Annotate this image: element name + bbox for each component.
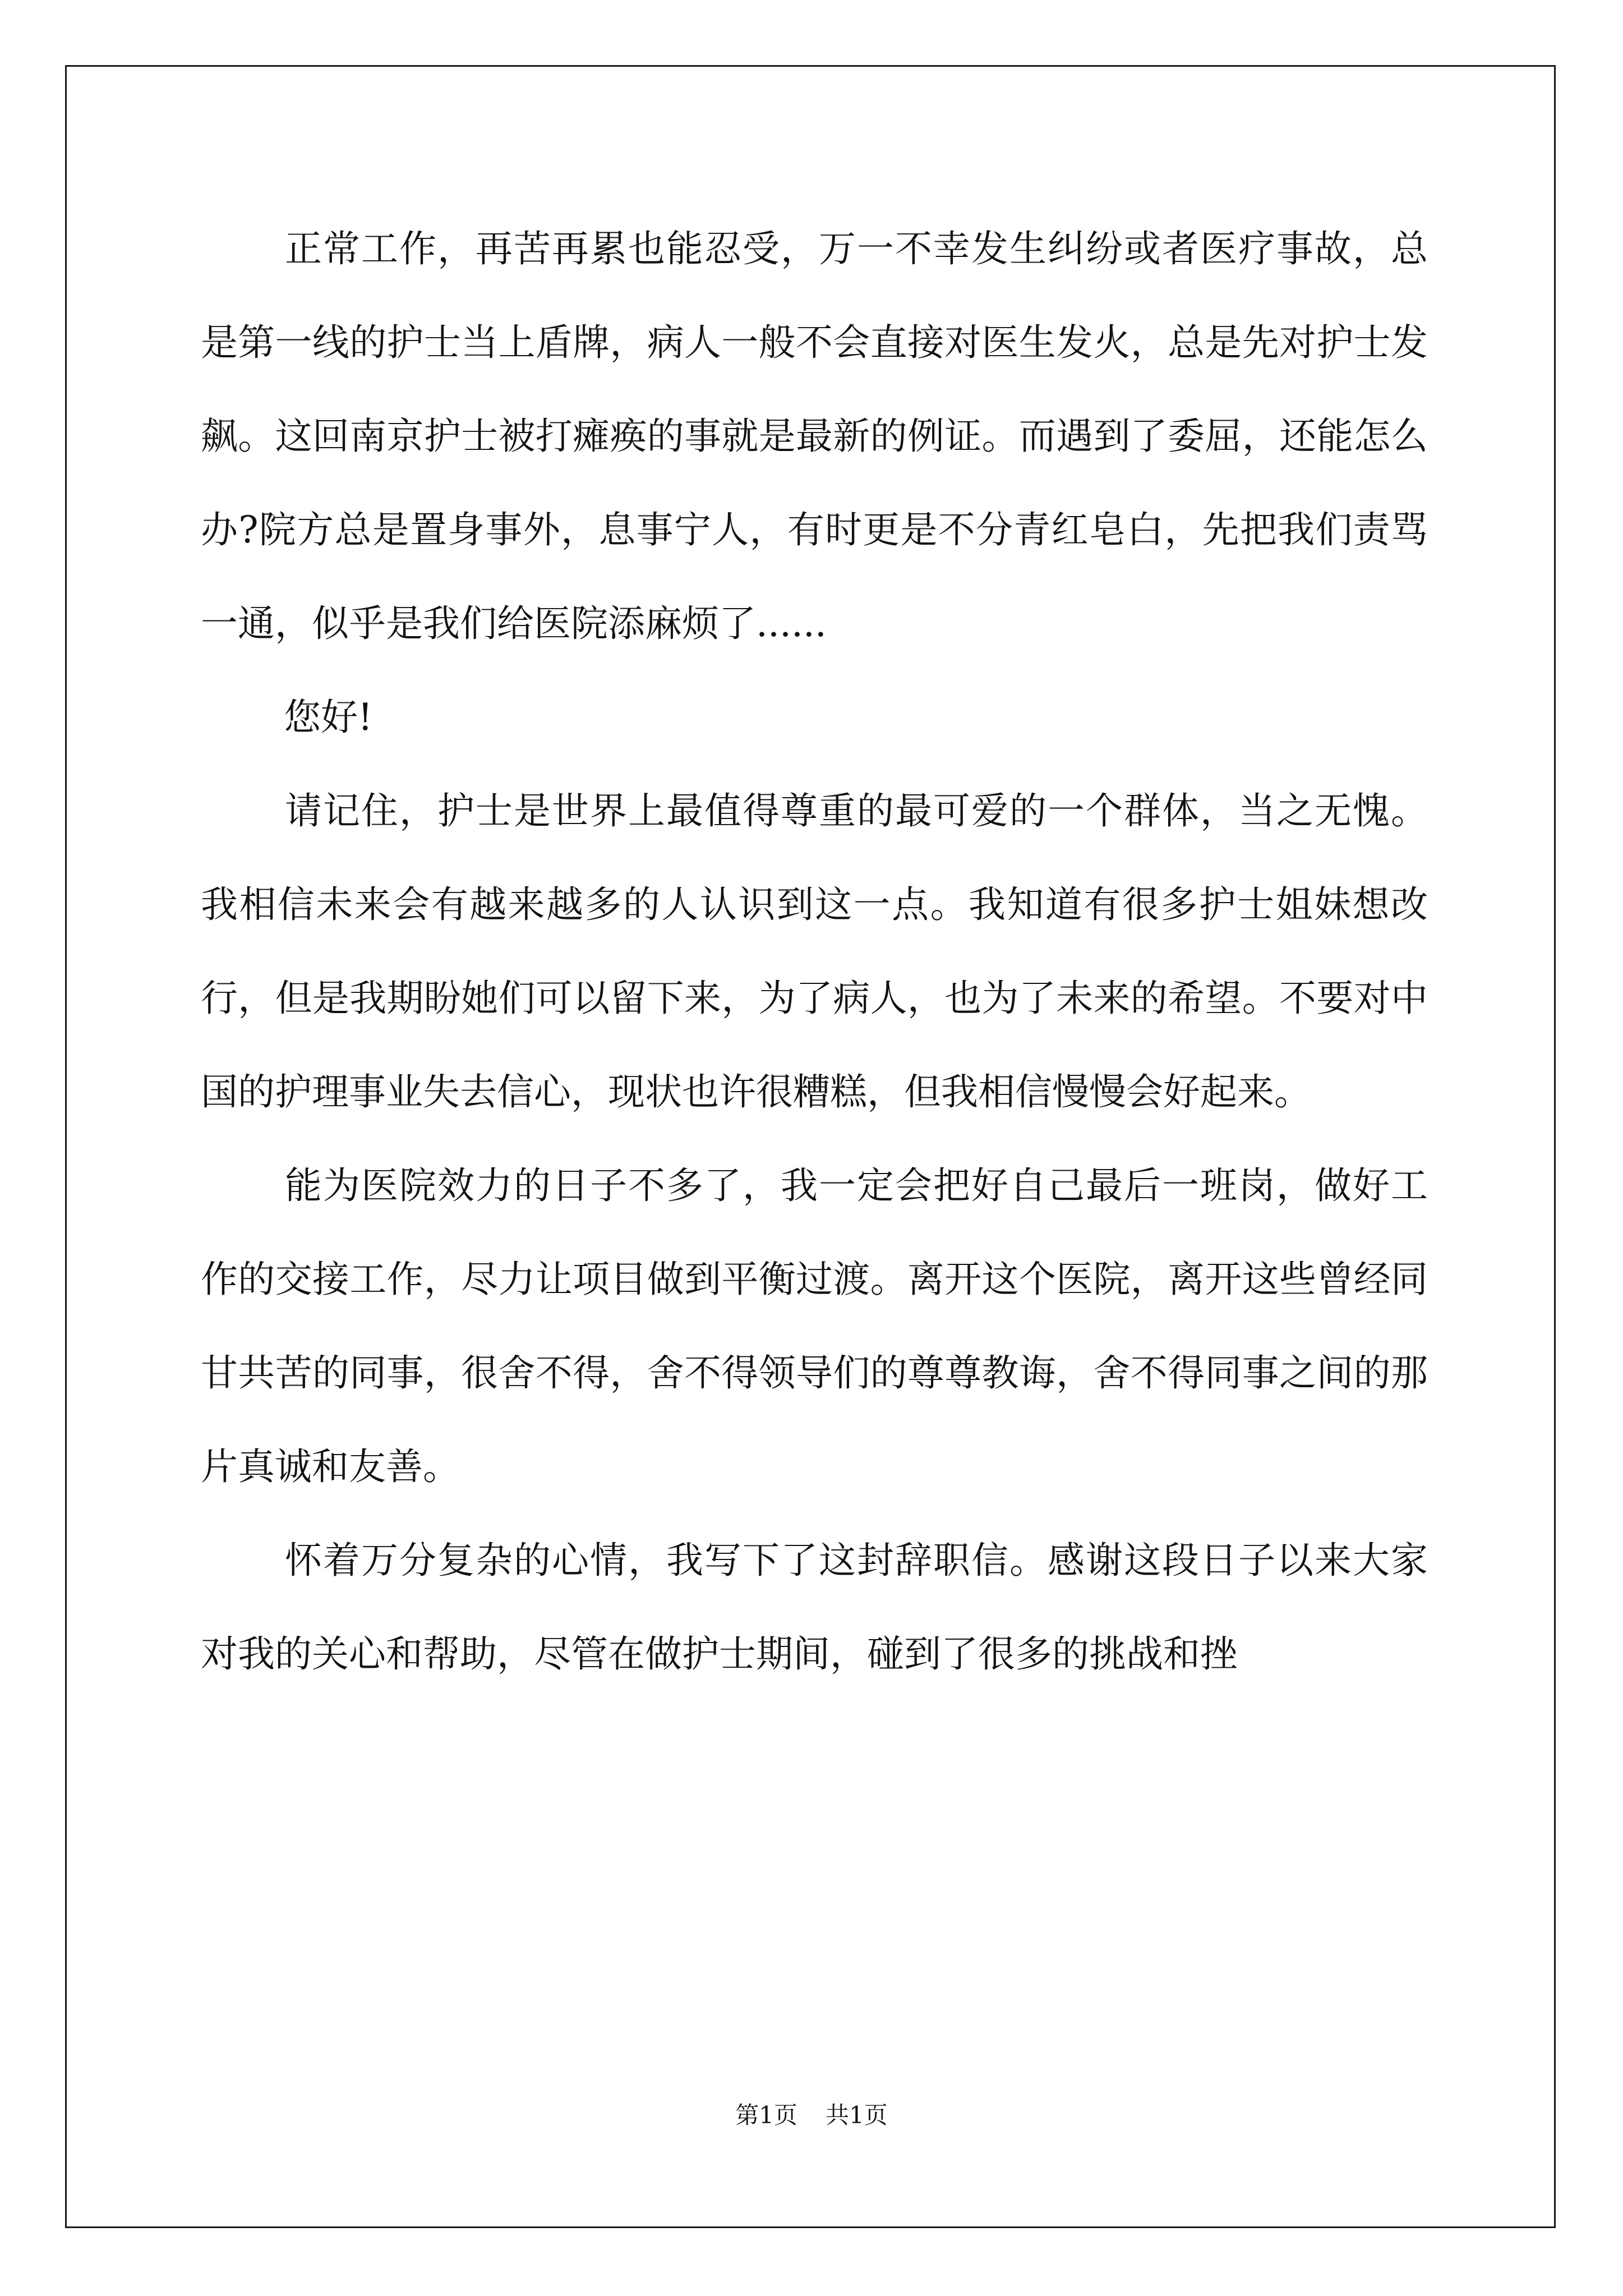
paragraph-text: 请记住，护士是世界上最值得尊重的最可爱的一个群体，当之无愧。我相信未来会有越来越多的人认识到这一点。我知道有很多护士姐妹想改行，但是我期盼她们可以留下来，为了病人，也为了未来的希望。不要对中国的护理事业失去信心，现状也许很糟糕，但我相信慢慢会好起来。 (201, 789, 1428, 1114)
paragraph-text: 能为医院效力的日子不多了，我一定会把好自己最后一班岗，做好工作的交接工作，尽力让项目做到平衡过渡。离开这个医院，离开这些曾经同甘共苦的同事，很舍不得，舍不得领导们的尊尊教诲，舍不得同事之间的那片真诚和友善。 (201, 1164, 1428, 1488)
paragraph-2 (201, 670, 1428, 764)
page-footer (0, 2097, 1623, 2131)
paragraph-4 (201, 1139, 1428, 1513)
document-body (201, 202, 1428, 1701)
paragraph-3 (201, 764, 1428, 1139)
page-number: 第1页 (735, 2101, 797, 2129)
page-total: 共1页 (826, 2101, 888, 2129)
paragraph-text: 您好! (284, 696, 373, 739)
paragraph-text: 正常工作，再苦再累也能忍受，万一不幸发生纠纷或者医疗事故，总是第一线的护士当上盾牌，病人一般不会直接对医生发火，总是先对护士发飙。这回南京护士被打瘫痪的事就是最新的例证。而遇到了委屈，还能怎么办?院方总是置身事外，息事宁人，有时更是不分青红皂白，先把我们责骂一通，似乎是我们给医院添麻烦了...... (201, 227, 1428, 645)
paragraph-1 (201, 202, 1428, 670)
paragraph-text: 怀着万分复杂的心情，我写下了这封辞职信。感谢这段日子以来大家对我的关心和帮助，尽管在做护士期间，碰到了很多的挑战和挫 (201, 1539, 1428, 1676)
paragraph-5 (201, 1513, 1428, 1701)
